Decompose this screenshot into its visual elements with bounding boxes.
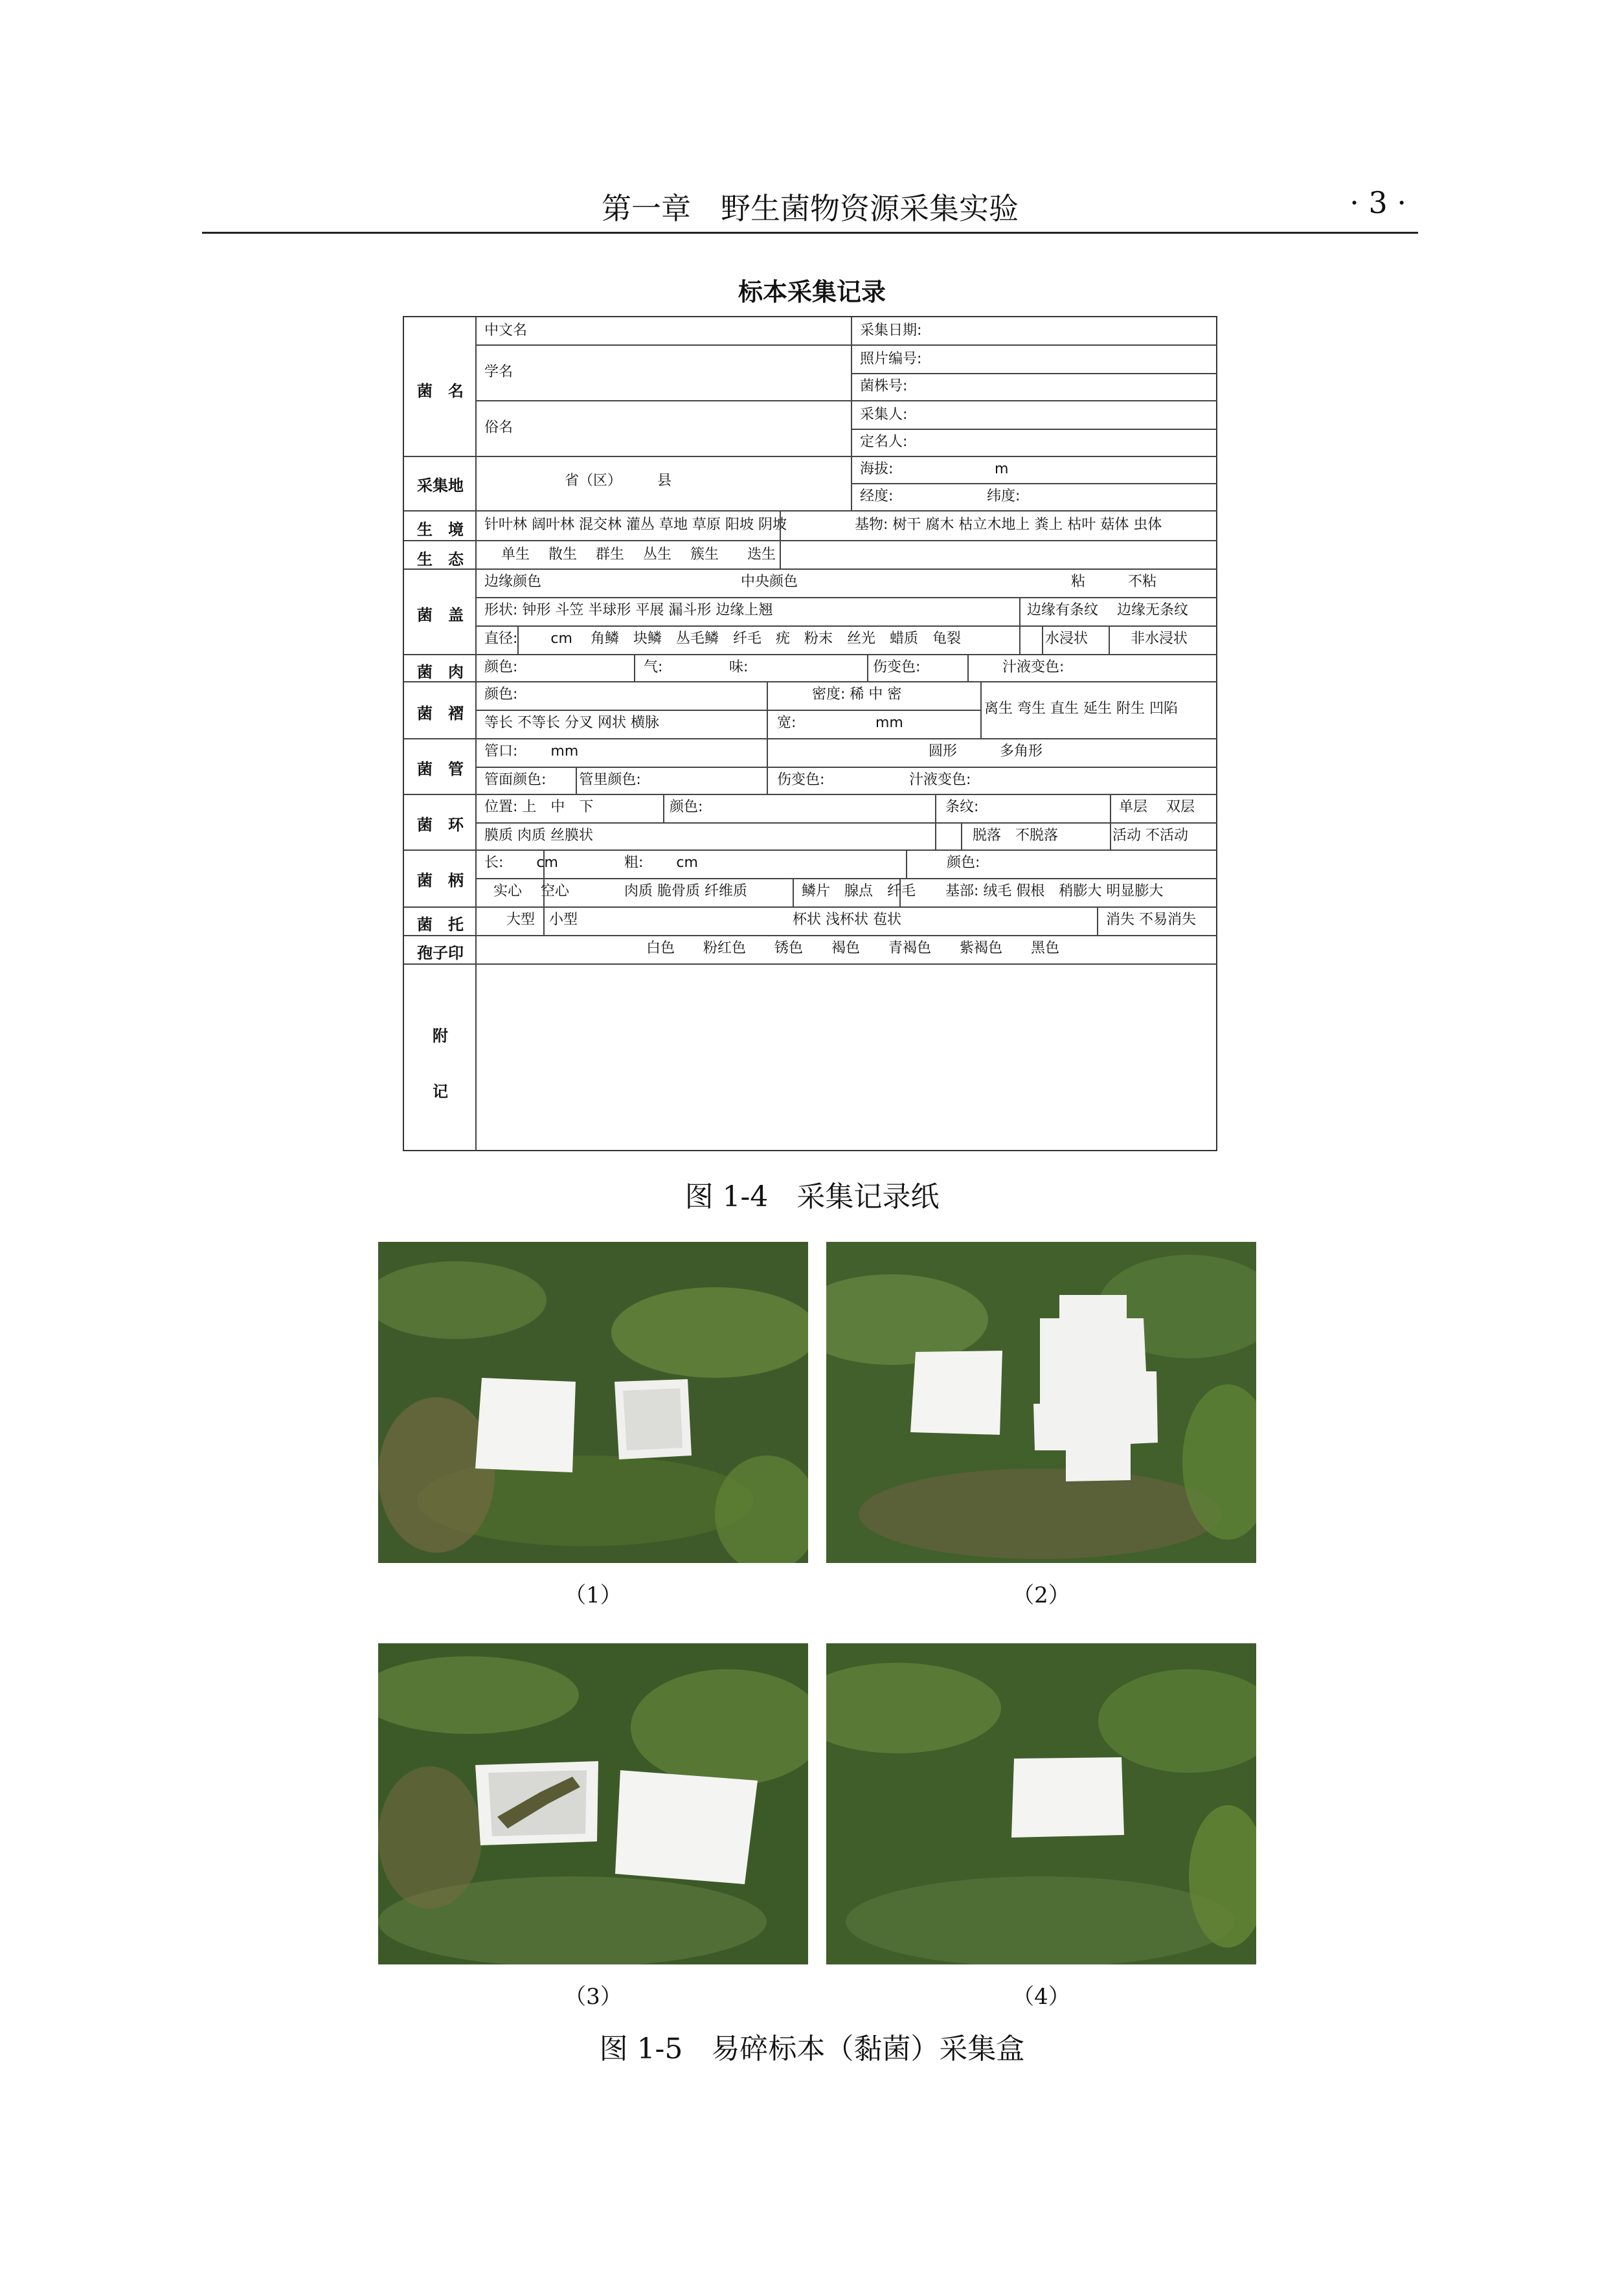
divider — [404, 963, 1217, 965]
divider — [404, 681, 1217, 682]
subcaption-2: （2） — [1012, 1582, 1070, 1608]
specimen-record-form — [403, 316, 1217, 1151]
subcaption-4: （4） — [1012, 1984, 1070, 2010]
divider — [475, 625, 1217, 627]
divider — [475, 767, 1217, 768]
field-tube-bruise: 伤变色: — [777, 772, 825, 788]
field-spore-colors: 白色 粉红色 锈色 褐色 青褐色 紫褐色 黑色 — [646, 940, 1060, 956]
field-gills-attachment: 离生 弯生 直生 延生 附生 凹陷 — [984, 701, 1178, 717]
field-identifier: 定名人: — [860, 434, 908, 450]
field-ring-fall: 脱落 不脱落 — [973, 827, 1059, 844]
field-latitude: 纬度: — [987, 488, 1021, 504]
field-gills-color: 颜色: — [484, 686, 518, 703]
divider — [404, 935, 1217, 936]
divider — [961, 822, 962, 849]
field-scientific-name: 学名 — [484, 364, 513, 380]
field-volva-persistence: 消失 不易消失 — [1106, 912, 1196, 928]
field-ring-texture: 膜质 肉质 丝膜状 — [484, 827, 593, 844]
label-stipe: 菌 柄 — [417, 872, 464, 890]
field-volva-size: 大型 小型 — [506, 912, 578, 928]
divider — [767, 681, 768, 738]
field-substrate: 基物: 树干 腐木 枯立木地上 粪上 枯叶 菇体 虫体 — [855, 517, 1162, 533]
label-flesh: 菌 肉 — [417, 663, 464, 681]
field-stipe-length: 长: cm — [484, 855, 558, 871]
photo-1 — [378, 1242, 808, 1563]
label-notes-1: 附 — [433, 1027, 448, 1045]
divider — [906, 849, 907, 878]
divider — [404, 456, 1217, 457]
field-tube-juice: 汁液变色: — [909, 772, 971, 788]
field-cap-sticky: 粘 不粘 — [1071, 574, 1157, 590]
field-altitude-unit: m — [995, 461, 1009, 477]
field-gills-width: 宽: — [777, 715, 796, 731]
field-tube-mouth: 管口: mm — [484, 743, 579, 759]
label-habitat: 生 境 — [417, 521, 464, 539]
divider — [851, 429, 1217, 430]
field-ring-striation: 条纹: — [945, 799, 979, 815]
divider — [634, 654, 635, 681]
label-locality: 采集地 — [417, 477, 464, 495]
subcaption-3: （3） — [564, 1984, 622, 2010]
label-volva: 菌 托 — [417, 916, 464, 934]
field-gills-density: 密度: 稀 中 密 — [812, 686, 902, 703]
field-cap-striation: 边缘有条纹 边缘无条纹 — [1027, 602, 1188, 618]
label-name: 菌 名 — [417, 382, 464, 400]
field-ring-layers: 单层 双层 — [1119, 799, 1195, 815]
divider — [1097, 906, 1098, 935]
page-header — [202, 181, 1418, 234]
divider — [475, 822, 1217, 824]
divider — [1019, 597, 1021, 625]
divider — [475, 878, 1217, 879]
field-collector: 采集人: — [860, 407, 908, 423]
field-ring-position: 位置: 上 中 下 — [484, 799, 594, 815]
field-strain-no: 菌株号: — [860, 378, 908, 394]
page-number: · 3 · — [1349, 185, 1406, 220]
field-flesh-odor: 气: — [644, 659, 663, 675]
field-longitude: 经度: — [860, 488, 894, 504]
divider — [404, 906, 1217, 908]
field-pore-shape: 圆形 多角形 — [929, 743, 1043, 759]
label-notes-2: 记 — [433, 1083, 448, 1101]
subcaption-1: （1） — [564, 1582, 622, 1608]
divider — [404, 510, 1217, 512]
divider — [404, 849, 1217, 851]
field-stipe-surface: 鳞片 腺点 纤毛 — [802, 883, 916, 899]
divider — [980, 681, 982, 738]
form-title: 标本采集记录 — [738, 278, 886, 306]
field-cap-margin-color: 边缘颜色 — [484, 574, 542, 590]
field-habit: 单生 散生 群生 丛生 簇生 迭生 — [501, 546, 776, 563]
divider — [404, 568, 1217, 570]
field-tube-surface-color: 管面颜色: 管里颜色: — [484, 772, 641, 788]
photo-4 — [826, 1643, 1256, 1964]
label-spore-print: 孢子印 — [417, 944, 464, 962]
field-stipe-color: 颜色: — [947, 855, 980, 871]
divider — [404, 654, 1217, 655]
field-gills-length: 等长 不等长 分叉 网状 横脉 — [484, 715, 659, 731]
divider — [475, 400, 1217, 401]
divider — [404, 738, 1217, 739]
field-photo-no: 照片编号: — [860, 351, 922, 367]
field-province-county: 省（区） 县 — [565, 473, 672, 489]
field-forest-type: 针叶林 阔叶林 混交林 灌丛 草地 草原 阳坡 阴坡 — [484, 517, 787, 533]
divider — [767, 738, 768, 794]
divider — [867, 654, 868, 681]
figure-1-5-caption: 图 1-5 易碎标本（黏菌）采集盒 — [599, 2032, 1025, 2065]
field-stipe-thickness: 粗: cm — [624, 855, 698, 871]
field-stipe-base: 基部: 绒毛 假根 稍膨大 明显膨大 — [945, 883, 1164, 899]
field-cap-center-color: 中央颜色 — [741, 574, 798, 590]
field-cap-diameter: 直径: cm — [484, 631, 572, 647]
field-altitude: 海拔: — [860, 461, 894, 477]
divider — [663, 794, 664, 822]
field-stipe-texture: 肉质 脆骨质 纤维质 — [624, 883, 747, 899]
field-flesh-juice: 汁液变色: — [1002, 659, 1065, 675]
chapter-title: 第一章 野生菌物资源采集实验 — [602, 191, 1019, 226]
field-cap-surface: 角鳞 块鳞 丛毛鳞 纤毛 疣 粉末 丝光 蜡质 龟裂 — [591, 631, 962, 647]
field-date: 采集日期: — [860, 322, 922, 339]
field-chinese-name: 中文名 — [484, 322, 528, 339]
field-flesh-taste: 味: — [729, 659, 749, 675]
field-gills-width-unit: mm — [875, 715, 903, 731]
field-cap-shape: 形状: 钟形 斗笠 半球形 平展 漏斗形 边缘上翘 — [484, 602, 773, 618]
divider — [1042, 625, 1043, 654]
label-cap: 菌 盖 — [417, 606, 464, 624]
divider — [851, 317, 852, 512]
field-flesh-color: 颜色: — [484, 659, 518, 675]
divider — [475, 344, 1217, 346]
divider — [851, 483, 1217, 484]
photo-3 — [378, 1643, 808, 1964]
field-flesh-bruise: 伤变色: — [873, 659, 921, 675]
divider — [780, 540, 781, 568]
figure-1-4-caption: 图 1-4 采集记录纸 — [684, 1180, 940, 1213]
divider — [967, 654, 969, 681]
field-cap-water: 水浸状 非水浸状 — [1045, 631, 1188, 647]
divider — [404, 794, 1217, 795]
divider — [851, 373, 1217, 374]
field-stipe-solid: 实心 空心 — [493, 883, 569, 899]
label-ring: 菌 环 — [417, 816, 464, 834]
divider — [1019, 625, 1021, 654]
field-ring-color: 颜色: — [670, 799, 703, 815]
divider — [475, 710, 980, 711]
field-common-name: 俗名 — [484, 420, 513, 436]
label-habit: 生 态 — [417, 550, 464, 568]
field-volva-shape: 杯状 浅杯状 苞状 — [793, 912, 901, 928]
field-ring-mobility: 活动 不活动 — [1112, 827, 1188, 844]
label-gills: 菌 褶 — [417, 704, 464, 723]
divider — [404, 540, 1217, 541]
divider — [793, 878, 794, 906]
photo-2 — [826, 1242, 1256, 1563]
divider — [1110, 794, 1111, 849]
label-tubes: 菌 管 — [417, 760, 464, 778]
divider — [935, 794, 936, 849]
divider — [475, 597, 1217, 598]
